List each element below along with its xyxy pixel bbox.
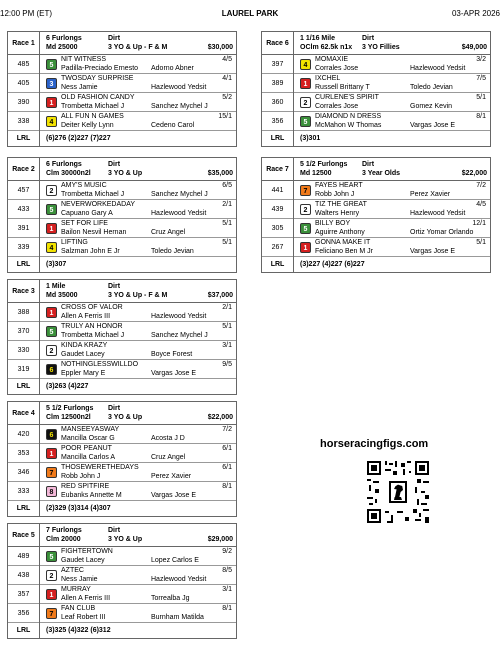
figure-value: 346 bbox=[8, 463, 40, 482]
entry-row[interactable] bbox=[8, 74, 236, 93]
lrl-row bbox=[8, 257, 236, 272]
morning-line-odds: 5/1 bbox=[222, 239, 232, 246]
horse-name: BILLY BOY bbox=[315, 220, 351, 227]
post-position-badge: 5 bbox=[46, 326, 57, 337]
figure-value: 420 bbox=[8, 425, 40, 444]
post-position-badge: 5 bbox=[46, 204, 57, 215]
trainer-name: Hazlewood Yedsit bbox=[151, 210, 207, 217]
lrl-label: LRL bbox=[8, 623, 40, 638]
race-card-6 bbox=[261, 31, 491, 147]
entry-row[interactable] bbox=[262, 238, 490, 257]
race-purse: $49,000 bbox=[461, 44, 487, 51]
figure-value: 397 bbox=[262, 55, 294, 74]
trainer-name: Hazlewood Yedsit bbox=[151, 313, 207, 320]
trainer-name: Cruz Angel bbox=[151, 229, 186, 236]
race-conditions: 3 Year Olds bbox=[362, 170, 401, 177]
race-label: Race 3 bbox=[8, 280, 40, 303]
figure-value: 441 bbox=[262, 181, 294, 200]
morning-line-odds: 6/1 bbox=[222, 464, 232, 471]
lrl-label: LRL bbox=[262, 257, 294, 272]
jockey-name: Gaudet Lacey bbox=[61, 557, 105, 564]
morning-line-odds: 12/1 bbox=[472, 220, 486, 227]
race-surface: Dirt bbox=[108, 283, 121, 290]
trainer-name: Vargas Jose E bbox=[410, 248, 456, 255]
horse-name: POOR PEANUT bbox=[61, 445, 112, 452]
trainer-name: Gomez Kevin bbox=[410, 103, 453, 110]
race-class: OClm 62.5k n1x bbox=[300, 44, 353, 51]
post-position-badge: 7 bbox=[300, 185, 311, 196]
post-position-badge: 3 bbox=[46, 78, 57, 89]
jockey-name: Eubanks Annette M bbox=[61, 492, 122, 499]
post-position-badge: 4 bbox=[46, 242, 57, 253]
trainer-name: Perez Xavier bbox=[151, 473, 192, 480]
race-header bbox=[262, 32, 490, 55]
horse-name: MANSEEYASWAY bbox=[61, 426, 120, 433]
morning-line-odds: 9/5 bbox=[222, 361, 232, 368]
race-label: Race 1 bbox=[8, 32, 40, 55]
post-position-badge: 6 bbox=[46, 429, 57, 440]
figure-value: 330 bbox=[8, 341, 40, 360]
morning-line-odds: 3/2 bbox=[476, 56, 486, 63]
jockey-name: Capuano Gary A bbox=[61, 210, 113, 217]
morning-line-odds: 7/2 bbox=[222, 426, 232, 433]
trainer-name: Toledo Jevian bbox=[410, 84, 453, 91]
figure-value: 388 bbox=[8, 303, 40, 322]
jockey-name: Trombetta Michael J bbox=[61, 332, 125, 339]
horse-name: FAYES HEART bbox=[315, 182, 363, 189]
horse-name: AZTEC bbox=[61, 567, 84, 574]
entry-row[interactable] bbox=[8, 93, 236, 112]
post-position-badge: 1 bbox=[46, 97, 57, 108]
entry-row[interactable] bbox=[8, 341, 236, 360]
entry-row[interactable] bbox=[262, 93, 490, 112]
figure-value: 370 bbox=[8, 322, 40, 341]
race-conditions: 3 YO & Up bbox=[108, 414, 143, 421]
race-card-5 bbox=[7, 523, 237, 639]
entry-row[interactable] bbox=[8, 303, 236, 322]
lrl-values: (3)263 (4)227 bbox=[46, 383, 89, 390]
entry-row[interactable] bbox=[8, 547, 236, 566]
figure-value: 356 bbox=[8, 604, 40, 623]
race-card-3 bbox=[7, 279, 237, 395]
figure-value: 357 bbox=[8, 585, 40, 604]
jockey-name: Russell Brittany T bbox=[315, 84, 370, 91]
post-position-badge: 6 bbox=[46, 364, 57, 375]
race-header bbox=[8, 402, 236, 425]
race-label: Race 4 bbox=[8, 402, 40, 425]
race-surface: Dirt bbox=[108, 161, 121, 168]
race-purse: $22,000 bbox=[207, 414, 233, 421]
horse-name: CURLENE'S SPIRIT bbox=[315, 94, 379, 101]
trainer-name: Boyce Forest bbox=[151, 351, 193, 358]
entry-row[interactable] bbox=[8, 322, 236, 341]
entry-row[interactable] bbox=[262, 181, 490, 200]
trainer-name: Hazlewood Yedsit bbox=[151, 576, 207, 583]
post-position-badge: 7 bbox=[46, 608, 57, 619]
horse-name: THOSEWERETHEDAYS bbox=[61, 464, 139, 471]
post-position-badge: 2 bbox=[300, 204, 311, 215]
horse-name: DIAMOND N DRESS bbox=[315, 113, 382, 120]
race-purse: $35,000 bbox=[207, 170, 233, 177]
morning-line-odds: 15/1 bbox=[218, 113, 232, 120]
morning-line-odds: 7/5 bbox=[476, 75, 486, 82]
entry-row[interactable] bbox=[262, 55, 490, 74]
jockey-name: Aguirre Anthony bbox=[315, 229, 365, 236]
horse-name: LIFTING bbox=[61, 239, 88, 246]
race-surface: Dirt bbox=[108, 35, 121, 42]
post-position-badge: 5 bbox=[300, 223, 311, 234]
entry-row[interactable] bbox=[262, 200, 490, 219]
jockey-name: Mancilla Carlos A bbox=[61, 454, 116, 461]
race-date: 03-APR 2026 bbox=[451, 9, 500, 18]
lrl-values: (3)325 (4)322 (6)312 bbox=[46, 627, 111, 634]
entry-row[interactable] bbox=[8, 604, 236, 623]
lrl-values: (3)227 (4)227 (6)227 bbox=[300, 261, 365, 268]
entry-row[interactable] bbox=[8, 112, 236, 131]
race-distance: 1 1/16 Mile bbox=[300, 35, 336, 42]
race-surface: Dirt bbox=[108, 405, 121, 412]
race-card-1 bbox=[7, 31, 237, 147]
trainer-name: Perez Xavier bbox=[410, 191, 451, 198]
horse-name: AMY'S MUSIC bbox=[61, 182, 107, 189]
trainer-name: Vargas Jose E bbox=[151, 492, 197, 499]
post-position-badge: 7 bbox=[46, 467, 57, 478]
lrl-values: (2)329 (3)314 (4)307 bbox=[46, 505, 111, 512]
morning-line-odds: 4/1 bbox=[222, 75, 232, 82]
horse-name: NIT WITNESS bbox=[61, 56, 106, 63]
post-position-badge: 1 bbox=[300, 78, 311, 89]
horse-name: FIGHTERTOWN bbox=[61, 548, 113, 555]
race-header bbox=[8, 524, 236, 547]
morning-line-odds: 3/1 bbox=[222, 342, 232, 349]
entry-row[interactable] bbox=[8, 425, 236, 444]
jockey-name: McMahon W Thomas bbox=[315, 122, 382, 129]
lrl-values: (3)307 bbox=[46, 261, 67, 268]
figure-value: 353 bbox=[8, 444, 40, 463]
post-position-badge: 5 bbox=[46, 551, 57, 562]
morning-line-odds: 8/1 bbox=[476, 113, 486, 120]
post-position-badge: 1 bbox=[46, 448, 57, 459]
race-purse: $37,000 bbox=[207, 292, 233, 299]
morning-line-odds: 5/1 bbox=[476, 239, 486, 246]
trainer-name: Hazlewood Yedsit bbox=[151, 84, 207, 91]
jockey-name: Salzman John E Jr bbox=[61, 248, 120, 255]
jockey-name: Ness Jamie bbox=[61, 84, 98, 91]
entry-row[interactable] bbox=[8, 360, 236, 379]
post-position-badge: 2 bbox=[46, 570, 57, 581]
trainer-name: Sanchez Mychel J bbox=[151, 103, 208, 110]
entry-row[interactable] bbox=[262, 112, 490, 131]
figure-value: 339 bbox=[8, 238, 40, 257]
lrl-label: LRL bbox=[262, 131, 294, 146]
lrl-row bbox=[262, 131, 490, 146]
trainer-name: Acosta J D bbox=[151, 435, 185, 442]
race-conditions: 3 YO & Up - F & M bbox=[108, 292, 168, 299]
race-class: Md 25000 bbox=[46, 44, 78, 51]
lrl-values: (3)301 bbox=[300, 135, 321, 142]
post-position-badge: 1 bbox=[46, 589, 57, 600]
morning-line-odds: 4/5 bbox=[222, 56, 232, 63]
race-header bbox=[8, 158, 236, 181]
race-header bbox=[8, 32, 236, 55]
horse-name: TIZ THE GREAT bbox=[315, 201, 367, 208]
horse-name: CROSS OF VALOR bbox=[61, 304, 123, 311]
qr-code-icon[interactable] bbox=[365, 459, 431, 525]
post-time: 12:00 PM (ET) bbox=[0, 9, 53, 18]
post-position-badge: 1 bbox=[46, 307, 57, 318]
figure-value: 457 bbox=[8, 181, 40, 200]
jockey-name: Mancilla Oscar G bbox=[61, 435, 115, 442]
entry-row[interactable] bbox=[8, 444, 236, 463]
race-surface: Dirt bbox=[362, 161, 375, 168]
figure-value: 360 bbox=[262, 93, 294, 112]
morning-line-odds: 3/1 bbox=[222, 586, 232, 593]
figure-value: 319 bbox=[8, 360, 40, 379]
lrl-values: (6)276 (2)227 (7)227 bbox=[46, 135, 111, 142]
morning-line-odds: 2/1 bbox=[222, 304, 232, 311]
figure-value: 391 bbox=[8, 219, 40, 238]
entry-row[interactable] bbox=[8, 219, 236, 238]
morning-line-odds: 5/1 bbox=[222, 220, 232, 227]
horse-name: OLD FASHION CANDY bbox=[61, 94, 135, 101]
trainer-name: Hazlewood Yedsit bbox=[410, 210, 466, 217]
morning-line-odds: 8/1 bbox=[222, 483, 232, 490]
horse-name: NOTHINGLESSWILLDO bbox=[61, 361, 139, 368]
horse-name: GONNA MAKE IT bbox=[315, 239, 371, 246]
race-distance: 7 Furlongs bbox=[46, 527, 82, 534]
race-class: Md 35000 bbox=[46, 292, 78, 299]
figure-value: 433 bbox=[8, 200, 40, 219]
race-card-2 bbox=[7, 157, 237, 273]
trainer-name: Vargas Jose E bbox=[410, 122, 456, 129]
trainer-name: Hazlewood Yedsit bbox=[410, 65, 466, 72]
entry-row[interactable] bbox=[8, 200, 236, 219]
lrl-label: LRL bbox=[8, 379, 40, 394]
race-conditions: 3 YO & Up - F & M bbox=[108, 44, 168, 51]
entry-row[interactable] bbox=[8, 585, 236, 604]
horse-name: NEVERWORKEDADAY bbox=[61, 201, 136, 208]
race-surface: Dirt bbox=[362, 35, 375, 42]
figure-value: 305 bbox=[262, 219, 294, 238]
race-conditions: 3 YO Fillies bbox=[362, 44, 400, 51]
jockey-name: Trombetta Michael J bbox=[61, 191, 125, 198]
jockey-name: Robb John J bbox=[61, 473, 101, 480]
post-position-badge: 5 bbox=[300, 116, 311, 127]
morning-line-odds: 8/1 bbox=[222, 605, 232, 612]
figure-value: 333 bbox=[8, 482, 40, 501]
entry-row[interactable] bbox=[8, 463, 236, 482]
lrl-row bbox=[8, 131, 236, 146]
race-class: Md 12500 bbox=[300, 170, 332, 177]
race-purse: $30,000 bbox=[207, 44, 233, 51]
race-conditions: 3 YO & Up bbox=[108, 536, 143, 543]
entry-row[interactable] bbox=[262, 219, 490, 238]
race-label: Race 2 bbox=[8, 158, 40, 181]
post-position-badge: 8 bbox=[46, 486, 57, 497]
trainer-name: Cruz Angel bbox=[151, 454, 186, 461]
lrl-row bbox=[8, 501, 236, 516]
morning-line-odds: 5/2 bbox=[222, 94, 232, 101]
morning-line-odds: 5/1 bbox=[222, 323, 232, 330]
horse-name: SET FOR LIFE bbox=[61, 220, 108, 227]
morning-line-odds: 7/2 bbox=[476, 182, 486, 189]
horse-name: KINDA KRAZY bbox=[61, 342, 108, 349]
figure-value: 389 bbox=[262, 74, 294, 93]
morning-line-odds: 6/1 bbox=[222, 445, 232, 452]
post-position-badge: 2 bbox=[300, 97, 311, 108]
figure-value: 439 bbox=[262, 200, 294, 219]
trainer-name: Sanchez Mychel J bbox=[151, 191, 208, 198]
race-header bbox=[8, 280, 236, 303]
lrl-label: LRL bbox=[8, 257, 40, 272]
jockey-name: Allen A Ferris III bbox=[61, 595, 111, 602]
race-header bbox=[262, 158, 490, 181]
race-label: Race 5 bbox=[8, 524, 40, 547]
horse-name: ALL FUN N GAMES bbox=[61, 113, 124, 120]
morning-line-odds: 9/2 bbox=[222, 548, 232, 555]
race-conditions: 3 YO & Up bbox=[108, 170, 143, 177]
site-url[interactable]: horseracingfigs.com bbox=[320, 438, 429, 450]
lrl-row bbox=[8, 379, 236, 394]
race-purse: $22,000 bbox=[461, 170, 487, 177]
entry-row[interactable] bbox=[262, 74, 490, 93]
jockey-name: Gaudet Lacey bbox=[61, 351, 105, 358]
lrl-row bbox=[262, 257, 490, 272]
post-position-badge: 1 bbox=[46, 223, 57, 234]
figure-value: 489 bbox=[8, 547, 40, 566]
jockey-name: Robb John J bbox=[315, 191, 355, 198]
post-position-badge: 4 bbox=[46, 116, 57, 127]
race-distance: 6 Furlongs bbox=[46, 35, 82, 42]
jockey-name: Feliciano Ben M Jr bbox=[315, 248, 373, 255]
race-class: Clm 20000 bbox=[46, 536, 81, 543]
trainer-name: Vargas Jose E bbox=[151, 370, 197, 377]
jockey-name: Leaf Robert III bbox=[61, 614, 106, 621]
post-position-badge: 4 bbox=[300, 59, 311, 70]
trainer-name: Burnham Matilda bbox=[151, 614, 204, 621]
race-distance: 6 Furlongs bbox=[46, 161, 82, 168]
figure-value: 267 bbox=[262, 238, 294, 257]
race-label: Race 6 bbox=[262, 32, 294, 55]
race-purse: $29,000 bbox=[207, 536, 233, 543]
jockey-name: Trombetta Michael J bbox=[61, 103, 125, 110]
lrl-label: LRL bbox=[8, 131, 40, 146]
morning-line-odds: 5/1 bbox=[476, 94, 486, 101]
race-label: Race 7 bbox=[262, 158, 294, 181]
horse-name: RED SPITFIRE bbox=[61, 483, 110, 490]
figure-value: 356 bbox=[262, 112, 294, 131]
jockey-name: Ness Jamie bbox=[61, 576, 98, 583]
entry-row[interactable] bbox=[8, 566, 236, 585]
race-class: Clm 30000n2l bbox=[46, 170, 91, 177]
trainer-name: Cedeno Carol bbox=[151, 122, 195, 129]
trainer-name: Ortiz Yomar Orlando bbox=[410, 229, 474, 236]
jockey-name: Bailon Nesvil Hernan bbox=[61, 229, 127, 236]
trainer-name: Torrealba Jg bbox=[151, 595, 190, 602]
morning-line-odds: 2/1 bbox=[222, 201, 232, 208]
trainer-name: Adorno Abner bbox=[151, 65, 194, 72]
trainer-name: Toledo Jevian bbox=[151, 248, 194, 255]
race-distance: 1 Mile bbox=[46, 283, 66, 290]
figure-value: 485 bbox=[8, 55, 40, 74]
jockey-name: Allen A Ferris III bbox=[61, 313, 111, 320]
entry-row[interactable] bbox=[8, 55, 236, 74]
post-position-badge: 2 bbox=[46, 185, 57, 196]
lrl-label: LRL bbox=[8, 501, 40, 516]
race-card-7 bbox=[261, 157, 491, 273]
morning-line-odds: 6/5 bbox=[222, 182, 232, 189]
morning-line-odds: 8/5 bbox=[222, 567, 232, 574]
trainer-name: Lopez Carlos E bbox=[151, 557, 199, 564]
horse-name: IXCHEL bbox=[315, 75, 341, 82]
jockey-name: Corrales Jose bbox=[315, 65, 359, 72]
race-distance: 5 1/2 Furlongs bbox=[46, 405, 94, 412]
post-position-badge: 2 bbox=[46, 345, 57, 356]
morning-line-odds: 4/5 bbox=[476, 201, 486, 208]
jockey-name: Eppler Mary E bbox=[61, 370, 106, 377]
figure-value: 390 bbox=[8, 93, 40, 112]
horse-name: MURRAY bbox=[61, 586, 91, 593]
figure-value: 338 bbox=[8, 112, 40, 131]
trainer-name: Sanchez Mychel J bbox=[151, 332, 208, 339]
track-name: LAUREL PARK bbox=[221, 9, 279, 18]
entry-row[interactable] bbox=[8, 482, 236, 501]
jockey-name: Deiter Kelly Lynn bbox=[61, 122, 114, 129]
jockey-name: Corrales Jose bbox=[315, 103, 359, 110]
jockey-name: Padilla-Preciado Ernesto bbox=[61, 65, 139, 72]
post-position-badge: 5 bbox=[46, 59, 57, 70]
horse-name: MOMAXIE bbox=[315, 56, 349, 63]
race-class: Clm 12500n2l bbox=[46, 414, 91, 421]
figure-value: 438 bbox=[8, 566, 40, 585]
post-position-badge: 1 bbox=[300, 242, 311, 253]
lrl-row bbox=[8, 623, 236, 638]
entry-row[interactable] bbox=[8, 238, 236, 257]
race-surface: Dirt bbox=[108, 527, 121, 534]
horse-name: TRULY AN HONOR bbox=[61, 323, 123, 330]
race-distance: 5 1/2 Furlongs bbox=[300, 161, 348, 168]
entry-row[interactable] bbox=[8, 181, 236, 200]
jockey-name: Walters Henry bbox=[315, 210, 360, 217]
page-header bbox=[0, 9, 500, 23]
horse-name: TWOSDAY SURPRISE bbox=[61, 75, 134, 82]
horse-name: FAN CLUB bbox=[61, 605, 96, 612]
race-card-4 bbox=[7, 401, 237, 517]
figure-value: 405 bbox=[8, 74, 40, 93]
